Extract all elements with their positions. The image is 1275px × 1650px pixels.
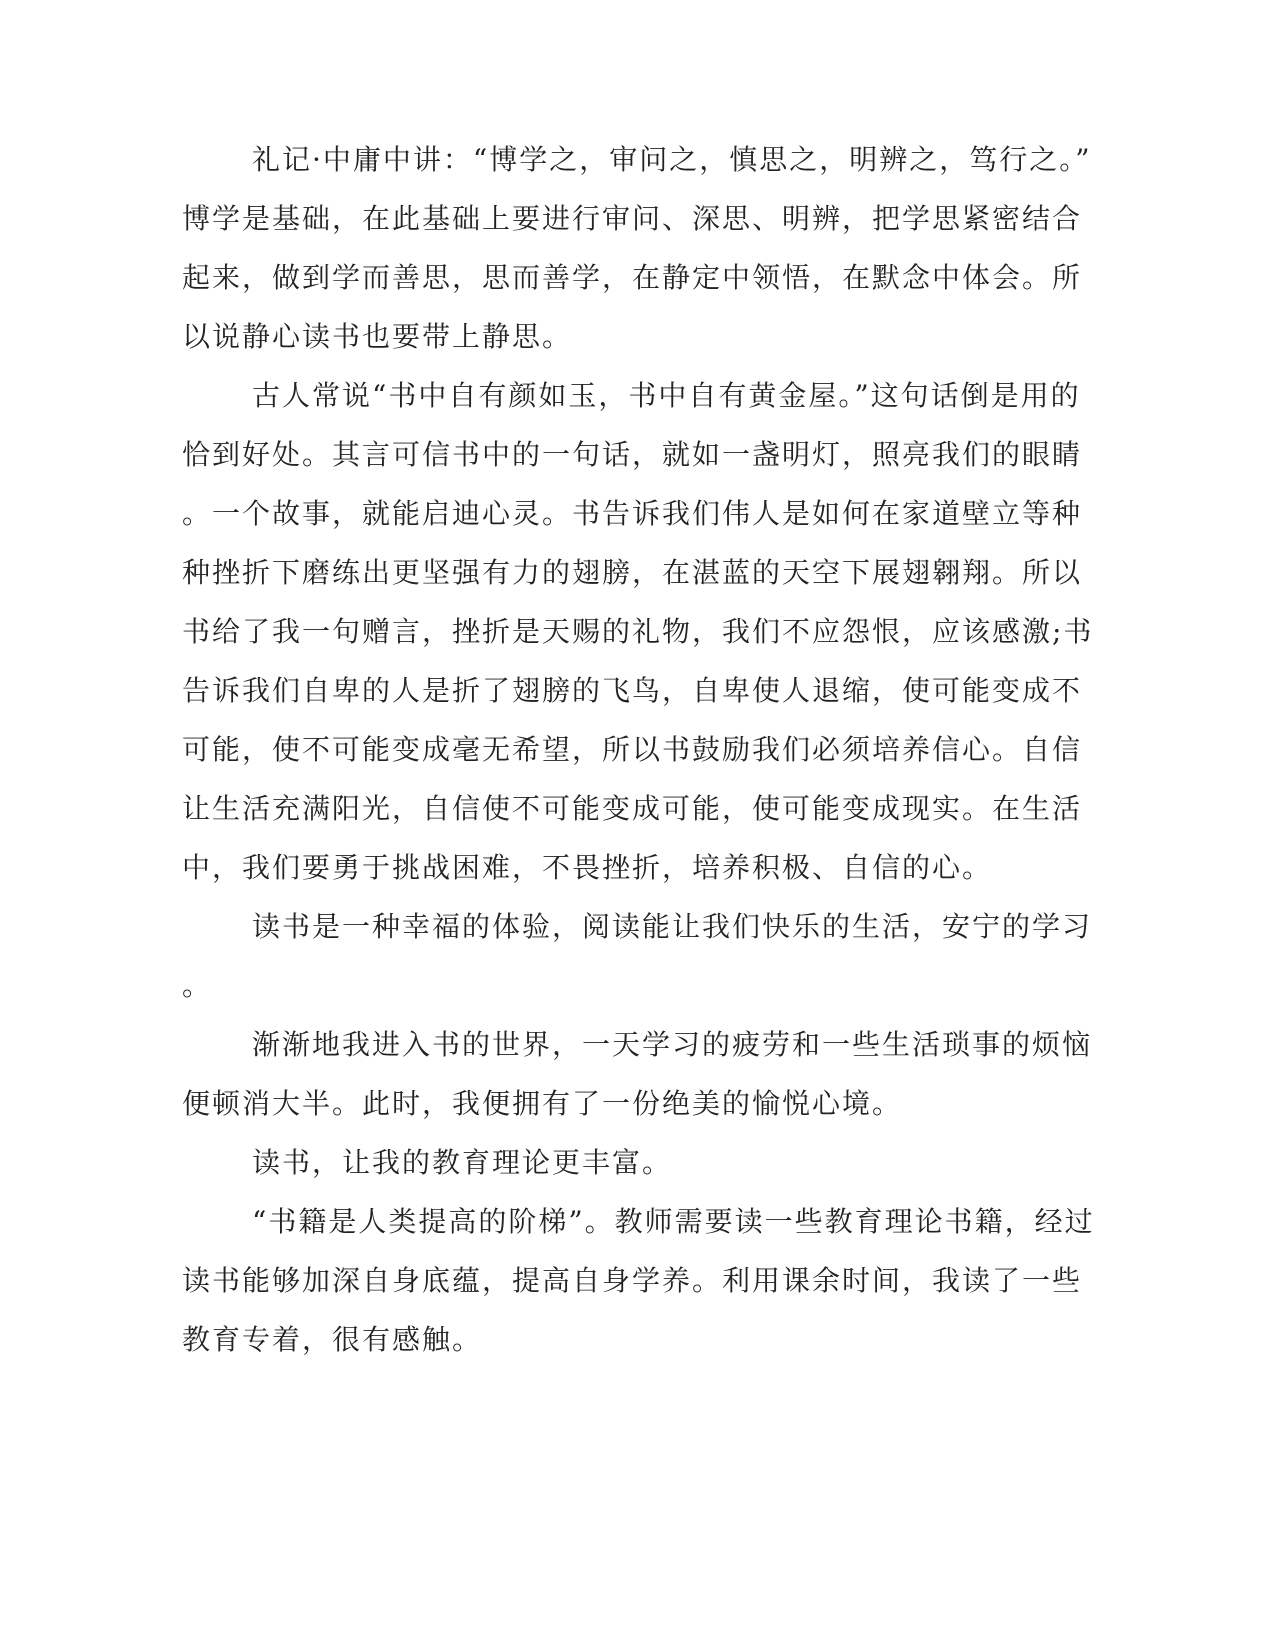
text-line: 。 [182, 969, 213, 1002]
text-line: 告诉我们自卑的人是折了翅膀的飞鸟，自卑使人退缩，使可能变成不 [182, 674, 1083, 707]
text-line: 教育专着，很有感触。 [182, 1323, 483, 1356]
text-line: 可能，使不可能变成毫无希望，所以书鼓励我们必须培养信心。自信 [182, 733, 1083, 766]
text-line: 渐渐地我进入书的世界，一天学习的疲劳和一些生活琐事的烦恼 [252, 1028, 1093, 1061]
text-line: 。一个故事，就能启迪心灵。书告诉我们伟人是如何在家道壁立等种 [182, 497, 1083, 530]
text-line: 恰到好处。其言可信书中的一句话，就如一盏明灯，照亮我们的眼睛 [182, 438, 1083, 471]
text-line: 书给了我一句赠言，挫折是天赐的礼物，我们不应怨恨，应该感激;书 [182, 615, 1094, 648]
text-line: 读书能够加深自身底蕴，提高自身学养。利用课余时间，我读了一些 [182, 1264, 1083, 1297]
text-line: 起来，做到学而善思，思而善学，在静定中领悟，在默念中体会。所 [182, 261, 1083, 294]
text-line: 古人常说“书中自有颜如玉，书中自有黄金屋。”这句话倒是用的 [252, 379, 1081, 412]
text-line: 中，我们要勇于挑战困难，不畏挫折，培养积极、自信的心。 [182, 851, 993, 884]
text-line: 种挫折下磨练出更坚强有力的翅膀，在湛蓝的天空下展翅翱翔。所以 [182, 556, 1083, 589]
text-line: 博学是基础，在此基础上要进行审问、深思、明辨，把学思紧密结合 [182, 202, 1083, 235]
text-line: 礼记·中庸中讲：“博学之，审问之，慎思之，明辨之，笃行之。” [252, 143, 1092, 176]
text-line: 让生活充满阳光，自信使不可能变成可能，使可能变成现实。在生活 [182, 792, 1083, 825]
text-line: 以说静心读书也要带上静思。 [182, 320, 573, 353]
text-line: 便顿消大半。此时，我便拥有了一份绝美的愉悦心境。 [182, 1087, 903, 1120]
text-line: “书籍是人类提高的阶梯”。教师需要读一些教育理论书籍，经过 [252, 1205, 1095, 1238]
text-line: 读书，让我的教育理论更丰富。 [252, 1146, 673, 1179]
document-body [182, 130, 1095, 1369]
text-line: 读书是一种幸福的体验，阅读能让我们快乐的生活，安宁的学习 [252, 910, 1093, 943]
